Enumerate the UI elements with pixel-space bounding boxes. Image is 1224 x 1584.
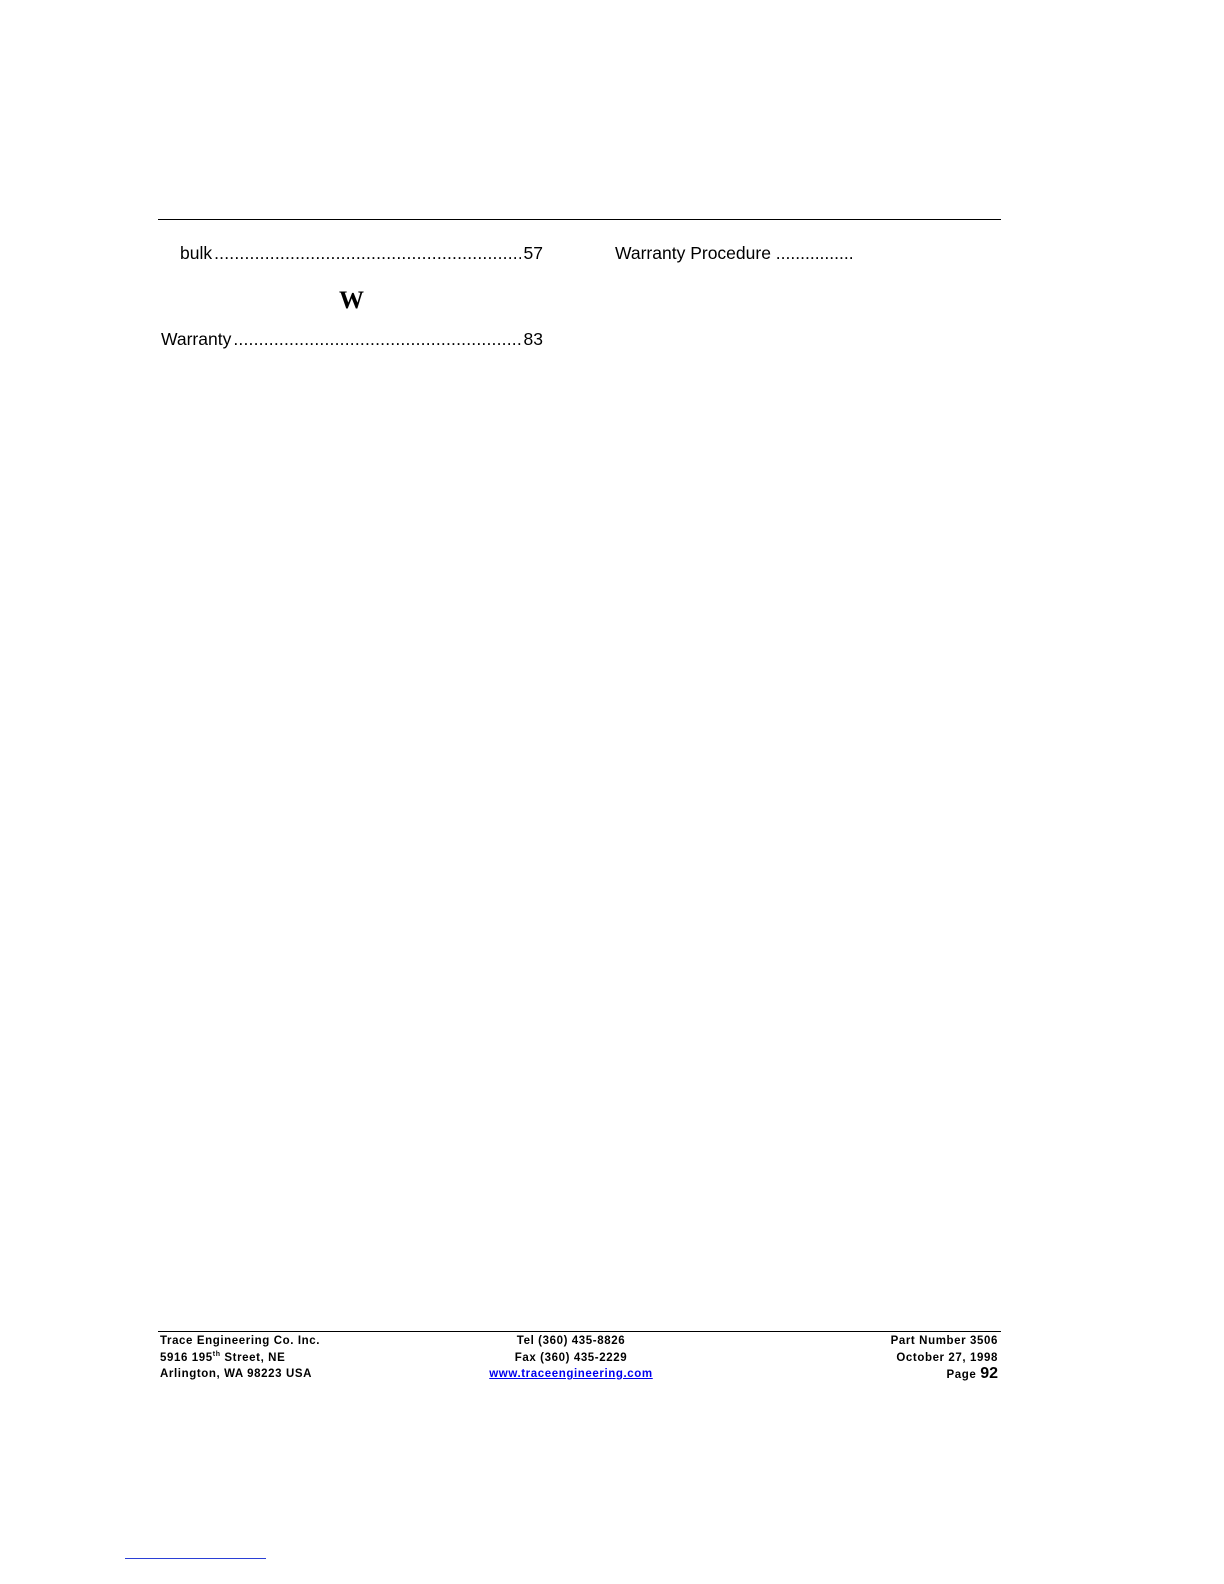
index-entry-warranty: [161, 328, 543, 350]
website-link[interactable]: www.traceengineering.com: [489, 1368, 653, 1380]
footer-part-number: Part Number 3506: [890, 1335, 998, 1347]
footer-company: Trace Engineering Co. Inc.: [160, 1335, 321, 1347]
footer-document-block: [891, 1333, 998, 1384]
footer-page: [891, 1366, 998, 1384]
footer-fax: Fax (360) 435-2229: [514, 1351, 628, 1364]
footer-tel: Tel (360) 435-8826: [516, 1335, 626, 1347]
index-entry-warranty-procedure: Warranty Procedure ................: [615, 243, 854, 263]
header-rule: [158, 219, 1001, 220]
index-entry-bulk: [180, 242, 543, 264]
street-suffix: th: [212, 1350, 221, 1358]
footer-rule: [158, 1331, 1001, 1332]
dot-leader: [214, 242, 520, 264]
dot-leader: [233, 328, 520, 350]
footer-date: October 27, 1998: [896, 1351, 998, 1364]
footer-city: Arlington, WA 98223 USA: [160, 1368, 313, 1380]
page-number: 92: [980, 1365, 998, 1382]
index-term: bulk: [180, 243, 213, 263]
section-letter-heading: W: [339, 287, 364, 314]
footer-street: [160, 1350, 320, 1367]
index-page-number: 83: [523, 329, 543, 349]
index-page-number: 57: [523, 243, 543, 263]
index-term: Warranty: [161, 329, 232, 349]
footnote-separator: [125, 1558, 266, 1559]
street-number: 5916 195: [160, 1351, 213, 1364]
footer-contact-block: [481, 1333, 661, 1383]
footer-address-block: [160, 1333, 320, 1383]
page-label: Page: [946, 1369, 981, 1381]
street-name: Street, NE: [220, 1351, 286, 1364]
